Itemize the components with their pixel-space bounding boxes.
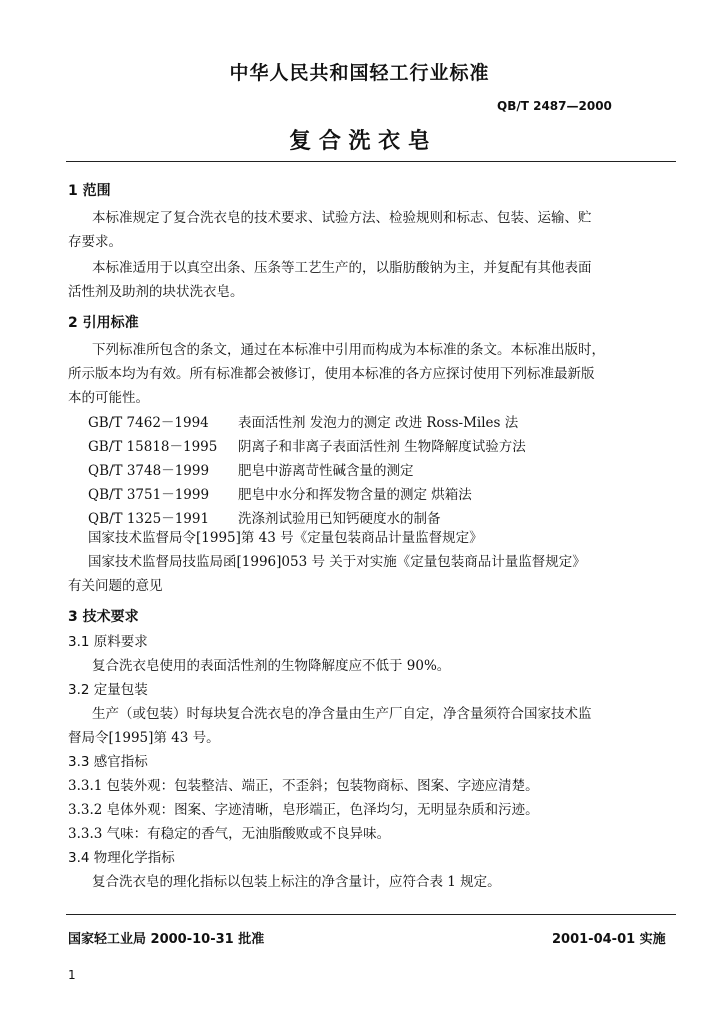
header-rule <box>66 161 676 162</box>
reference-item <box>88 507 441 527</box>
section-3-3-1: 3.3.1 包装外观：包装整洁、端正，不歪斜；包装物商标、图案、字迹应清楚。 <box>68 778 539 794</box>
reference-code: GB/T 7462－1994 <box>88 415 209 431</box>
approval-date: 国家轻工业局 2000-10-31 批准 <box>68 932 265 947</box>
reference-code: QB/T 3751－1999 <box>88 487 210 503</box>
section-1-paragraph-2-line-2: 活性剂及助剂的块状洗衣皂。 <box>68 284 244 300</box>
section-2-heading: 2 引用标准 <box>68 315 139 331</box>
reference-title: 表面活性剂 发泡力的测定 改进 Ross-Miles 法 <box>238 415 519 431</box>
section-3-3-2: 3.3.2 皂体外观：图案、字迹清晰，皂形端正，色泽均匀，无明显杂质和污迹。 <box>68 802 539 818</box>
reference-decree-2-line-2: 有关问题的意见 <box>68 578 163 594</box>
reference-code: QB/T 3748－1999 <box>88 463 210 479</box>
section-2-intro-line-3: 本的可能性。 <box>68 390 149 406</box>
reference-item <box>88 435 526 455</box>
reference-decree-1: 国家技术监督局令[1995]第 43 号《定量包装商品计量监督规定》 <box>88 530 483 546</box>
document-title: 复 合 洗 衣 皂 <box>289 129 430 154</box>
reference-item <box>88 411 518 431</box>
section-3-heading: 3 技术要求 <box>68 609 139 625</box>
reference-title: 阴离子和非离子表面活性剂 生物降解度试验方法 <box>238 439 526 455</box>
section-2-intro-line-2: 所示版本均为有效。所有标准都会被修订，使用本标准的各方应探讨使用下列标准最新版 <box>68 366 595 382</box>
reference-code: QB/T 1325－1991 <box>88 511 210 527</box>
org-title: 中华人民共和国轻工行业标准 <box>229 62 490 84</box>
section-1-paragraph-1-line-2: 存要求。 <box>68 234 122 250</box>
section-3-1-text: 复合洗衣皂使用的表面活性剂的生物降解度应不低于 90%。 <box>92 658 451 674</box>
section-3-2-line-1: 生产（或包装）时每块复合洗衣皂的净含量由生产厂自定，净含量须符合国家技术监 <box>92 706 592 722</box>
reference-code: GB/T 15818－1995 <box>88 439 218 455</box>
reference-title: 洗涤剂试验用已知钙硬度水的制备 <box>238 511 441 527</box>
reference-decree-2-line-1: 国家技术监督局技监局函[1996]053 号 关于对实施《定量包装商品计量监督规定》 <box>88 554 586 570</box>
section-3-1-heading: 3.1 原料要求 <box>68 634 148 650</box>
section-3-4-heading: 3.4 物理化学指标 <box>68 850 175 866</box>
section-3-4-text: 复合洗衣皂的理化指标以包装上标注的净含量计，应符合表 1 规定。 <box>92 874 501 890</box>
page-number: 1 <box>68 968 76 982</box>
section-3-2-line-2: 督局令[1995]第 43 号。 <box>68 730 220 746</box>
section-1-paragraph-2-line-1: 本标准适用于以真空出条、压条等工艺生产的，以脂肪酸钠为主，并复配有其他表面 <box>92 260 592 276</box>
section-3-2-heading: 3.2 定量包装 <box>68 682 148 698</box>
reference-title: 肥皂中游离苛性碱含量的测定 <box>238 463 414 479</box>
section-1-paragraph-1-line-1: 本标准规定了复合洗衣皂的技术要求、试验方法、检验规则和标志、包装、运输、贮 <box>92 210 592 226</box>
standard-code: QB/T 2487—2000 <box>497 99 612 113</box>
reference-item <box>88 459 414 479</box>
section-3-3-3: 3.3.3 气味：有稳定的香气，无油脂酸败或不良异味。 <box>68 826 391 842</box>
section-2-intro-line-1: 下列标准所包含的条文，通过在本标准中引用而构成为本标准的条文。本标准出版时， <box>92 342 605 358</box>
reference-title: 肥皂中水分和挥发物含量的测定 烘箱法 <box>238 487 472 503</box>
implementation-date: 2001-04-01 实施 <box>552 932 666 947</box>
reference-item <box>88 483 472 503</box>
footer-rule <box>66 914 676 915</box>
section-3-3-heading: 3.3 感官指标 <box>68 754 148 770</box>
section-1-heading: 1 范围 <box>68 183 111 199</box>
